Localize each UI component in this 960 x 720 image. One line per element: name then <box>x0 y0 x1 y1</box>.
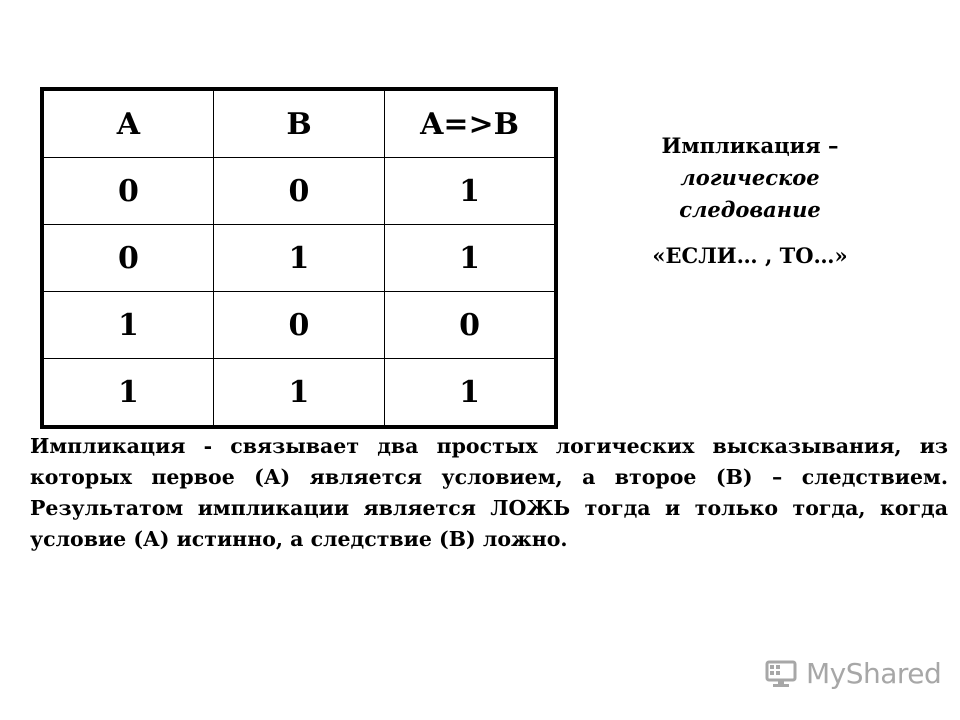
table-cell: 1 <box>385 225 556 292</box>
table-cell: 1 <box>385 158 556 225</box>
implication-side-note <box>585 130 915 272</box>
table-row <box>42 225 556 292</box>
table-cell: 0 <box>42 225 213 292</box>
table-header-row <box>42 89 556 158</box>
table-row <box>42 359 556 428</box>
column-header-a: A <box>42 89 213 158</box>
table-cell: 0 <box>385 292 556 359</box>
monitor-icon <box>764 657 798 689</box>
side-note-pattern: «ЕСЛИ… , ТО…» <box>652 243 848 268</box>
table-row <box>42 292 556 359</box>
truth-table <box>40 87 558 429</box>
table-cell: 0 <box>42 158 213 225</box>
table-cell: 1 <box>213 225 384 292</box>
implication-definition: Импликация - связывает два простых логических высказывания, из которых первое (А) является условием, а второе (В) – следствием. Результатом импликации является ЛОЖЬ тогда и только тогда, когда условие (А) истинно, а следствие (В) ложно. <box>30 434 948 551</box>
column-header-implication: A=>B <box>385 89 556 158</box>
table-cell: 1 <box>42 359 213 428</box>
table-cell: 1 <box>385 359 556 428</box>
column-header-b: B <box>213 89 384 158</box>
table-cell: 0 <box>213 158 384 225</box>
table-cell: 1 <box>42 292 213 359</box>
table-cell: 1 <box>213 359 384 428</box>
watermark-text: MyShared <box>806 656 942 690</box>
watermark <box>764 655 941 691</box>
side-note-meaning-line2: следование <box>679 197 821 222</box>
table-cell: 0 <box>213 292 384 359</box>
table-row <box>42 158 556 225</box>
side-note-term: Импликация – <box>661 133 839 158</box>
side-note-meaning-line1: логическое <box>680 165 820 190</box>
